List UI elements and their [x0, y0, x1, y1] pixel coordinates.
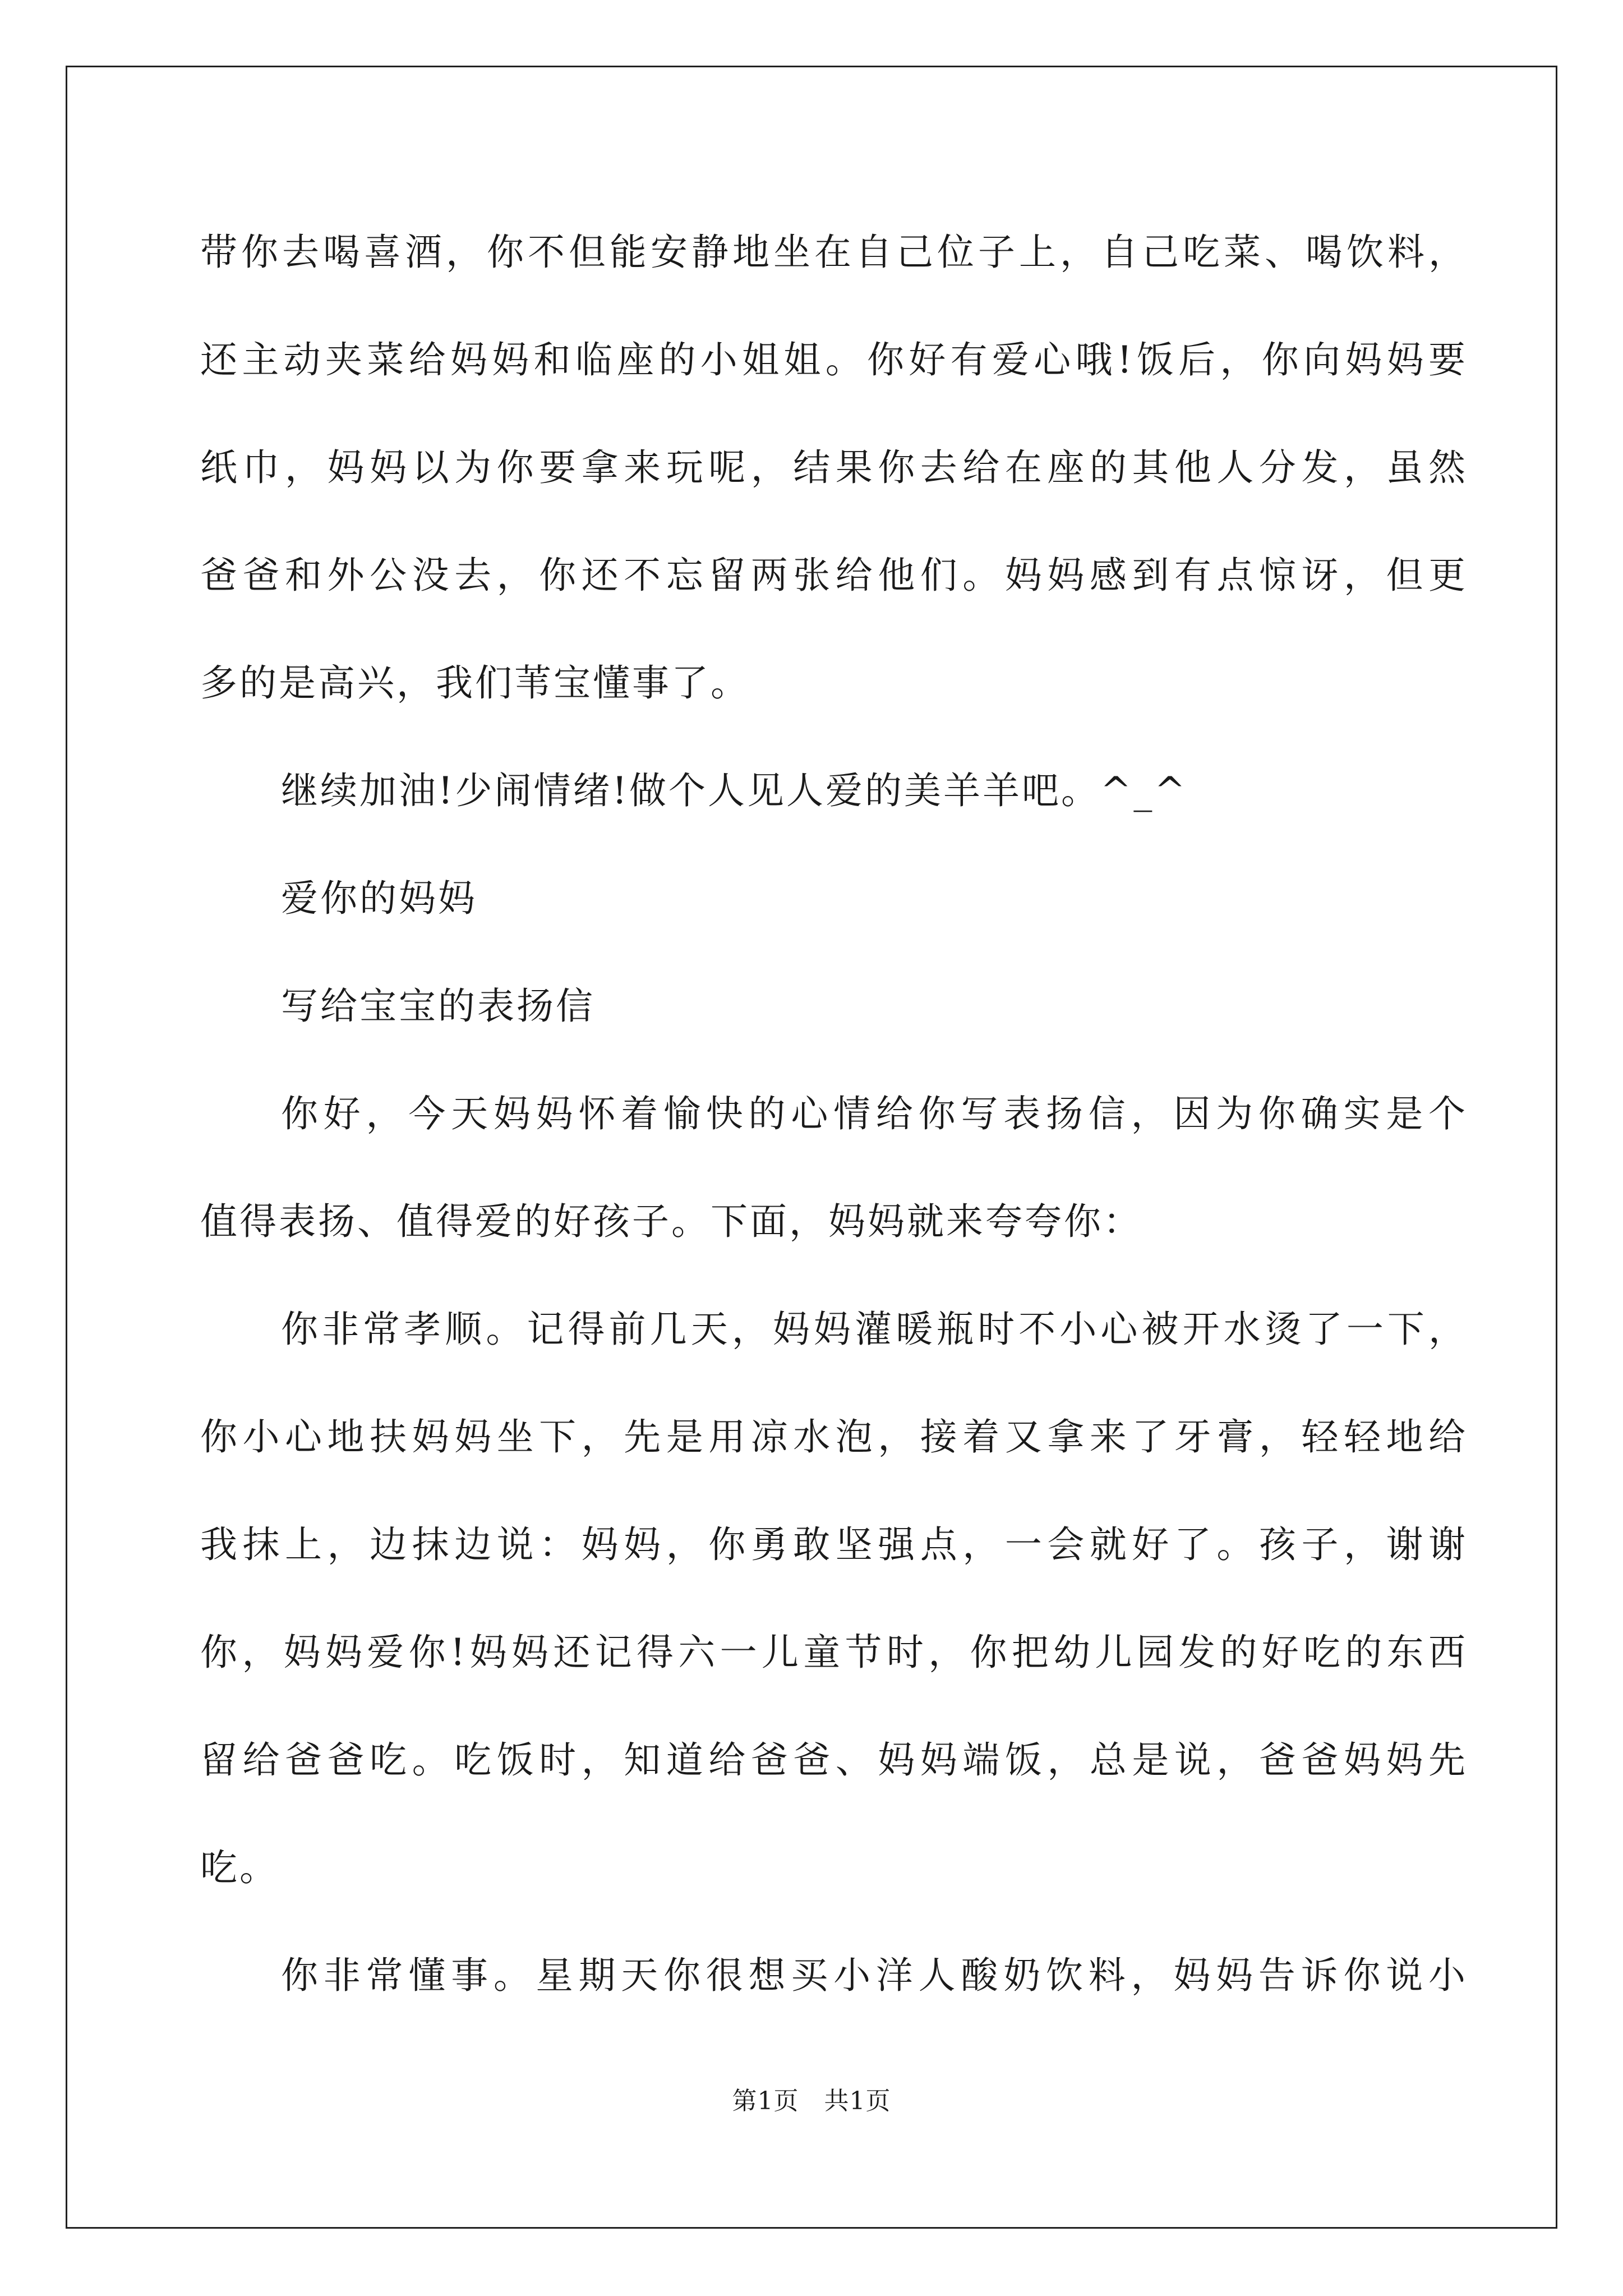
- text-line: 我抹上，边抹边说：妈妈，你勇敢坚强点，一会就好了。孩子，谢谢: [200, 1523, 1468, 1566]
- paragraph-start: 你非常孝顺。记得前几天，妈妈灌暖瓶时不小心被开水烫了一下，: [281, 1308, 1468, 1351]
- text-line: 你小心地扶妈妈坐下，先是用凉水泡，接着又拿来了牙膏，轻轻地给: [200, 1415, 1468, 1458]
- signature-line: 爱你的妈妈: [281, 877, 477, 920]
- text-line: 多的是高兴，我们苇宝懂事了。: [200, 661, 750, 705]
- text-line: 还主动夹菜给妈妈和临座的小姐姐。你好有爱心哦!饭后，你向妈妈要: [200, 338, 1468, 381]
- page-footer: 第1页 共1页: [732, 2087, 891, 2115]
- text-line: 带你去喝喜酒，你不但能安静地坐在自己位子上，自己吃菜、喝饮料，: [200, 231, 1468, 274]
- paragraph-start: 你好，今天妈妈怀着愉快的心情给你写表扬信，因为你确实是个: [281, 1092, 1468, 1135]
- text-line: 吃。: [200, 1846, 279, 1889]
- text-line: 爸爸和外公没去，你还不忘留两张给他们。妈妈感到有点惊讶，但更: [200, 554, 1468, 597]
- text-line: 你，妈妈爱你!妈妈还记得六一儿童节时，你把幼儿园发的好吃的东西: [200, 1631, 1468, 1674]
- paragraph-start: 你非常懂事。星期天你很想买小洋人酸奶饮料，妈妈告诉你说小: [281, 1954, 1468, 1997]
- text-line: 值得表扬、值得爱的好孩子。下面，妈妈就来夸夸你：: [200, 1200, 1142, 1243]
- text-line: 留给爸爸吃。吃饭时，知道给爸爸、妈妈端饭，总是说，爸爸妈妈先: [200, 1738, 1468, 1782]
- letter-title: 写给宝宝的表扬信: [281, 984, 595, 1028]
- page-frame: [66, 66, 1557, 2229]
- text-line: 纸巾，妈妈以为你要拿来玩呢，结果你去给在座的其他人分发，虽然: [200, 446, 1468, 489]
- paragraph-start: 继续加油!少闹情绪!做个人见人爱的美羊羊吧。^_^: [281, 769, 1188, 812]
